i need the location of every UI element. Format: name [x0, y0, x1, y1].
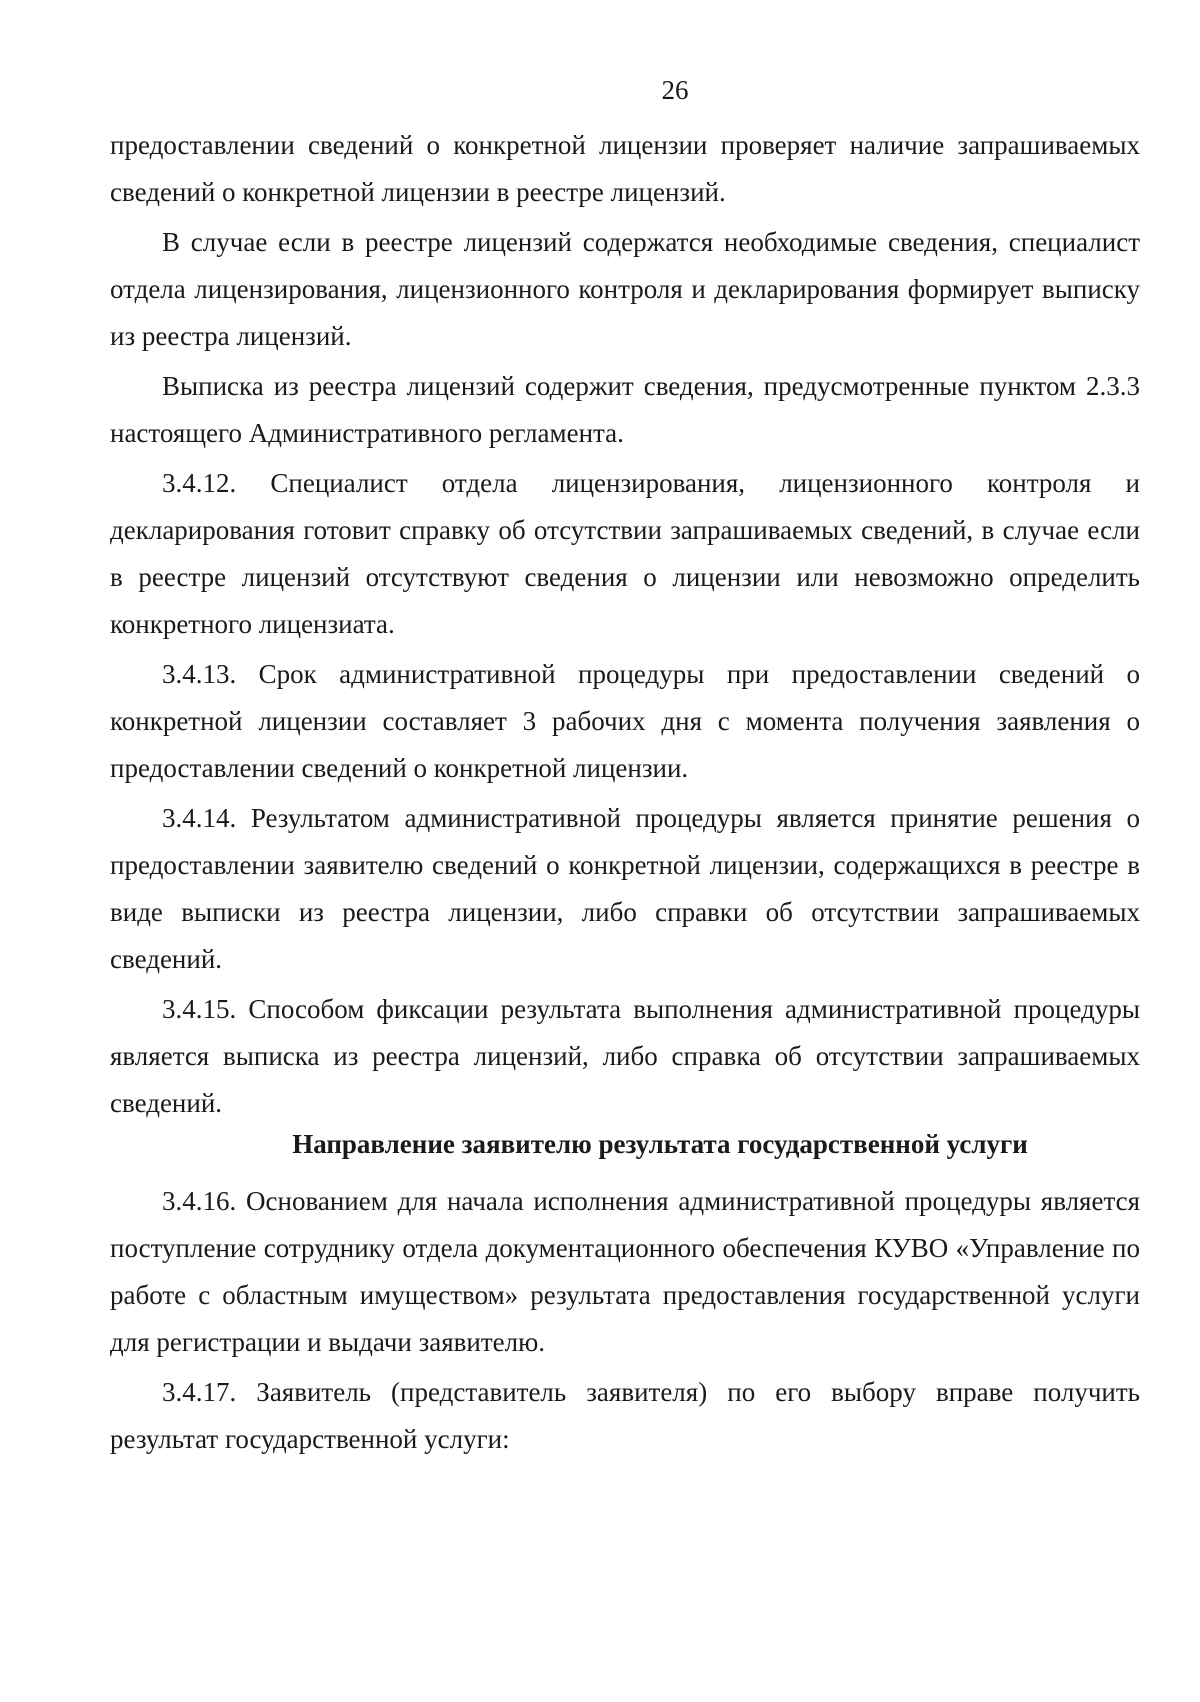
- paragraph-3-4-16: 3.4.16. Основанием для начала исполнения административной процедуры является поступление сотруднику отдела документационного обеспечения КУВО «Управление по работе с областным имуществом» результата предоставления государственной услуги для регистрации и выдачи заявителю.: [110, 1186, 1140, 1357]
- paragraph-3-4-12: 3.4.12. Специалист отдела лицензирования, лицензионного контроля и декларирования готовит справку об отсутствии запрашиваемых сведений, в случае если в реестре лицензий отсутствуют сведения о лицензии или невозможно определить конкретного лицензиата.: [110, 468, 1140, 639]
- paragraph-3-4-13: 3.4.13. Срок административной процедуры при предоставлении сведений о конкретной лицензии составляет 3 рабочих дня с момента получения заявления о предоставлении сведений о конкретной лицензии.: [110, 659, 1140, 783]
- paragraph: В случае если в реестре лицензий содержатся необходимые сведения, специалист отдела лицензирования, лицензионного контроля и декларирования формирует выписку из реестра лицензий.: [110, 227, 1140, 351]
- paragraph-3-4-15: 3.4.15. Способом фиксации результата выполнения административной процедуры является выписка из реестра лицензий, либо справка об отсутствии запрашиваемых сведений.: [110, 994, 1140, 1118]
- paragraph: Выписка из реестра лицензий содержит сведения, предусмотренные пунктом 2.3.3 настоящего Административного регламента.: [110, 371, 1140, 448]
- paragraph: предоставлении сведений о конкретной лицензии проверяет наличие запрашиваемых сведений о конкретной лицензии в реестре лицензий.: [110, 130, 1140, 207]
- paragraph-3-4-14: 3.4.14. Результатом административной процедуры является принятие решения о предоставлении заявителю сведений о конкретной лицензии, содержащихся в реестре в виде выписки из реестра лицензии, либо справки об отсутствии запрашиваемых сведений.: [110, 803, 1140, 974]
- body-text-upper: [110, 122, 1140, 1130]
- body-text-lower: [110, 1178, 1140, 1466]
- paragraph-3-4-17: 3.4.17. Заявитель (представитель заявителя) по его выбору вправе получить результат государственной услуги:: [110, 1377, 1140, 1454]
- section-heading: Направление заявителю результата государственной услуги: [292, 1129, 1028, 1159]
- page-number: 26: [661, 75, 689, 105]
